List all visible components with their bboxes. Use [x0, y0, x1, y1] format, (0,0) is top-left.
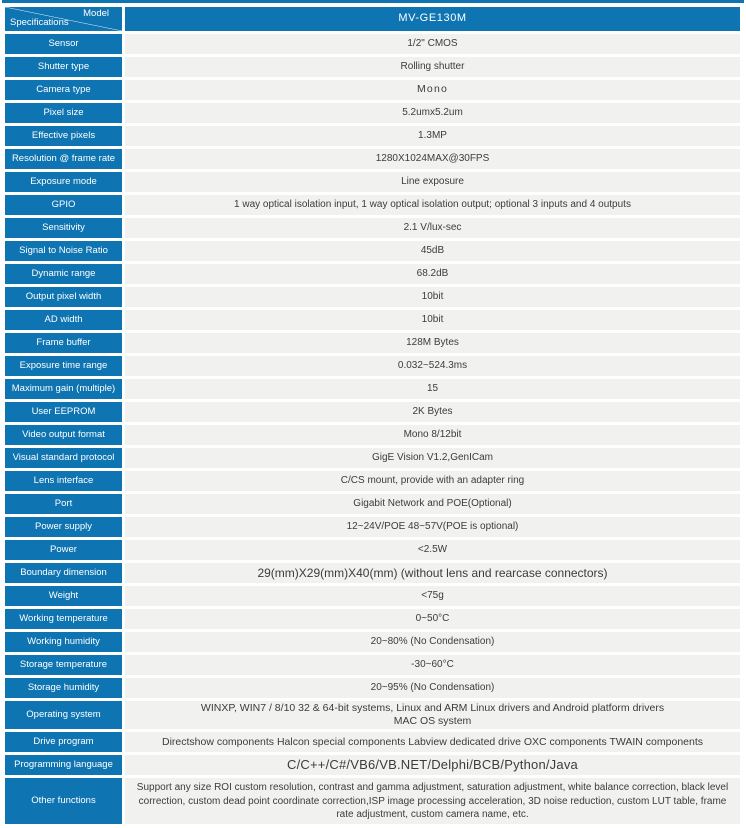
spec-row: [5, 701, 740, 729]
spec-value: <75g: [125, 586, 740, 606]
spec-value: 1 way optical isolation input, 1 way optical isolation output; optional 3 inputs and 4 outputs: [125, 195, 740, 215]
spec-value: <2.5W: [125, 540, 740, 560]
spec-row: [5, 755, 740, 775]
spec-row: [5, 655, 740, 675]
top-accent-bar: [2, 0, 744, 3]
spec-label: Storage temperature: [5, 655, 122, 675]
spec-label: Exposure mode: [5, 172, 122, 192]
spec-value: 45dB: [125, 241, 740, 261]
spec-value: Directshow components Halcon special components Labview dedicated drive OXC components TWAIN components: [125, 732, 740, 752]
spec-value: Mono 8/12bit: [125, 425, 740, 445]
spec-label: Exposure time range: [5, 356, 122, 376]
spec-label: Signal to Noise Ratio: [5, 241, 122, 261]
spec-value: -30~60°C: [125, 655, 740, 675]
spec-label: Power: [5, 540, 122, 560]
spec-label: Effective pixels: [5, 126, 122, 146]
spec-value: 5.2umx5.2um: [125, 103, 740, 123]
spec-row: [5, 540, 740, 560]
spec-value: Line exposure: [125, 172, 740, 192]
spec-value: 2.1 V/lux-sec: [125, 218, 740, 238]
spec-label: Resolution @ frame rate: [5, 149, 122, 169]
spec-label: Port: [5, 494, 122, 514]
spec-value: 2K Bytes: [125, 402, 740, 422]
spec-row: [5, 103, 740, 123]
spec-label: GPIO: [5, 195, 122, 215]
spec-row: [5, 494, 740, 514]
spec-label: Operating system: [5, 701, 122, 729]
corner-model-label: Model: [83, 8, 109, 19]
spec-table: [5, 7, 740, 824]
spec-row: [5, 172, 740, 192]
spec-value: Support any size ROI custom resolution, contrast and gamma adjustment, saturation adjustment, white balance correction, black level correction, custom dead point coordinate correction,ISP image processing acceleration, 3D noise reduction, custom LUT table, frame rate adjustment, custom camera name, etc.: [125, 778, 740, 824]
spec-row: [5, 678, 740, 698]
spec-row: [5, 218, 740, 238]
spec-label: Drive program: [5, 732, 122, 752]
spec-row: [5, 402, 740, 422]
spec-label: Boundary dimension: [5, 563, 122, 583]
spec-row: [5, 241, 740, 261]
spec-label: Pixel size: [5, 103, 122, 123]
spec-value: 29(mm)X29(mm)X40(mm) (without lens and rearcase connectors): [125, 563, 740, 583]
spec-label: Shutter type: [5, 57, 122, 77]
spec-label: Visual standard protocol: [5, 448, 122, 468]
spec-row: [5, 448, 740, 468]
spec-label: AD width: [5, 310, 122, 330]
spec-value: Gigabit Network and POE(Optional): [125, 494, 740, 514]
spec-label: Sensor: [5, 34, 122, 54]
spec-row: [5, 57, 740, 77]
spec-label: Maximum gain (multiple): [5, 379, 122, 399]
header-row: [5, 7, 740, 31]
spec-row: [5, 333, 740, 353]
spec-label: Working humidity: [5, 632, 122, 652]
spec-value: [125, 701, 740, 729]
spec-value: 10bit: [125, 287, 740, 307]
spec-label: Frame buffer: [5, 333, 122, 353]
spec-value: 20~95% (No Condensation): [125, 678, 740, 698]
spec-value: 15: [125, 379, 740, 399]
spec-value: Mono: [125, 80, 740, 100]
spec-label: Programming language: [5, 755, 122, 775]
spec-row: [5, 287, 740, 307]
spec-value-line: WINXP, WIN7 / 8/10 32 & 64-bit systems, Linux and ARM Linux drivers and Android platform drivers: [200, 702, 665, 714]
spec-row: [5, 609, 740, 629]
spec-value: C/CS mount, provide with an adapter ring: [125, 471, 740, 491]
spec-row: [5, 356, 740, 376]
corner-specifications-label: Specifications: [10, 17, 69, 29]
spec-value: Rolling shutter: [125, 57, 740, 77]
spec-row: [5, 586, 740, 606]
spec-row: [5, 632, 740, 652]
spec-label: Other functions: [5, 778, 122, 824]
spec-label: Dynamic range: [5, 264, 122, 284]
spec-row: [5, 471, 740, 491]
spec-label: Output pixel width: [5, 287, 122, 307]
spec-label: Video output format: [5, 425, 122, 445]
spec-value: 0.032~524.3ms: [125, 356, 740, 376]
spec-value: 0~50°C: [125, 609, 740, 629]
spec-row: [5, 379, 740, 399]
spec-row: [5, 195, 740, 215]
spec-label: User EEPROM: [5, 402, 122, 422]
spec-value: 1/2" CMOS: [125, 34, 740, 54]
spec-value: GigE Vision V1.2,GenICam: [125, 448, 740, 468]
spec-row: [5, 778, 740, 824]
spec-row: [5, 264, 740, 284]
spec-row: [5, 34, 740, 54]
spec-value: 12~24V/POE 48~57V(POE is optional): [125, 517, 740, 537]
spec-row: [5, 563, 740, 583]
corner-cell: [5, 7, 122, 31]
spec-value: 10bit: [125, 310, 740, 330]
model-value: MV-GE130M: [125, 7, 740, 31]
spec-label: Sensitivity: [5, 218, 122, 238]
spec-row: [5, 80, 740, 100]
spec-label: Lens interface: [5, 471, 122, 491]
spec-row: [5, 732, 740, 752]
spec-row: [5, 517, 740, 537]
spec-value: 1280X1024MAX@30FPS: [125, 149, 740, 169]
spec-value-line: MAC OS system: [393, 715, 472, 728]
spec-label: Storage humidity: [5, 678, 122, 698]
spec-row: [5, 149, 740, 169]
spec-label: Camera type: [5, 80, 122, 100]
spec-value: 1.3MP: [125, 126, 740, 146]
spec-label: Working temperature: [5, 609, 122, 629]
spec-value: C/C++/C#/VB6/VB.NET/Delphi/BCB/Python/Java: [125, 755, 740, 775]
spec-row: [5, 425, 740, 445]
spec-value: 128M Bytes: [125, 333, 740, 353]
spec-value: 68.2dB: [125, 264, 740, 284]
spec-row: [5, 310, 740, 330]
spec-row: [5, 126, 740, 146]
spec-label: Weight: [5, 586, 122, 606]
spec-value: 20~80% (No Condensation): [125, 632, 740, 652]
spec-label: Power supply: [5, 517, 122, 537]
